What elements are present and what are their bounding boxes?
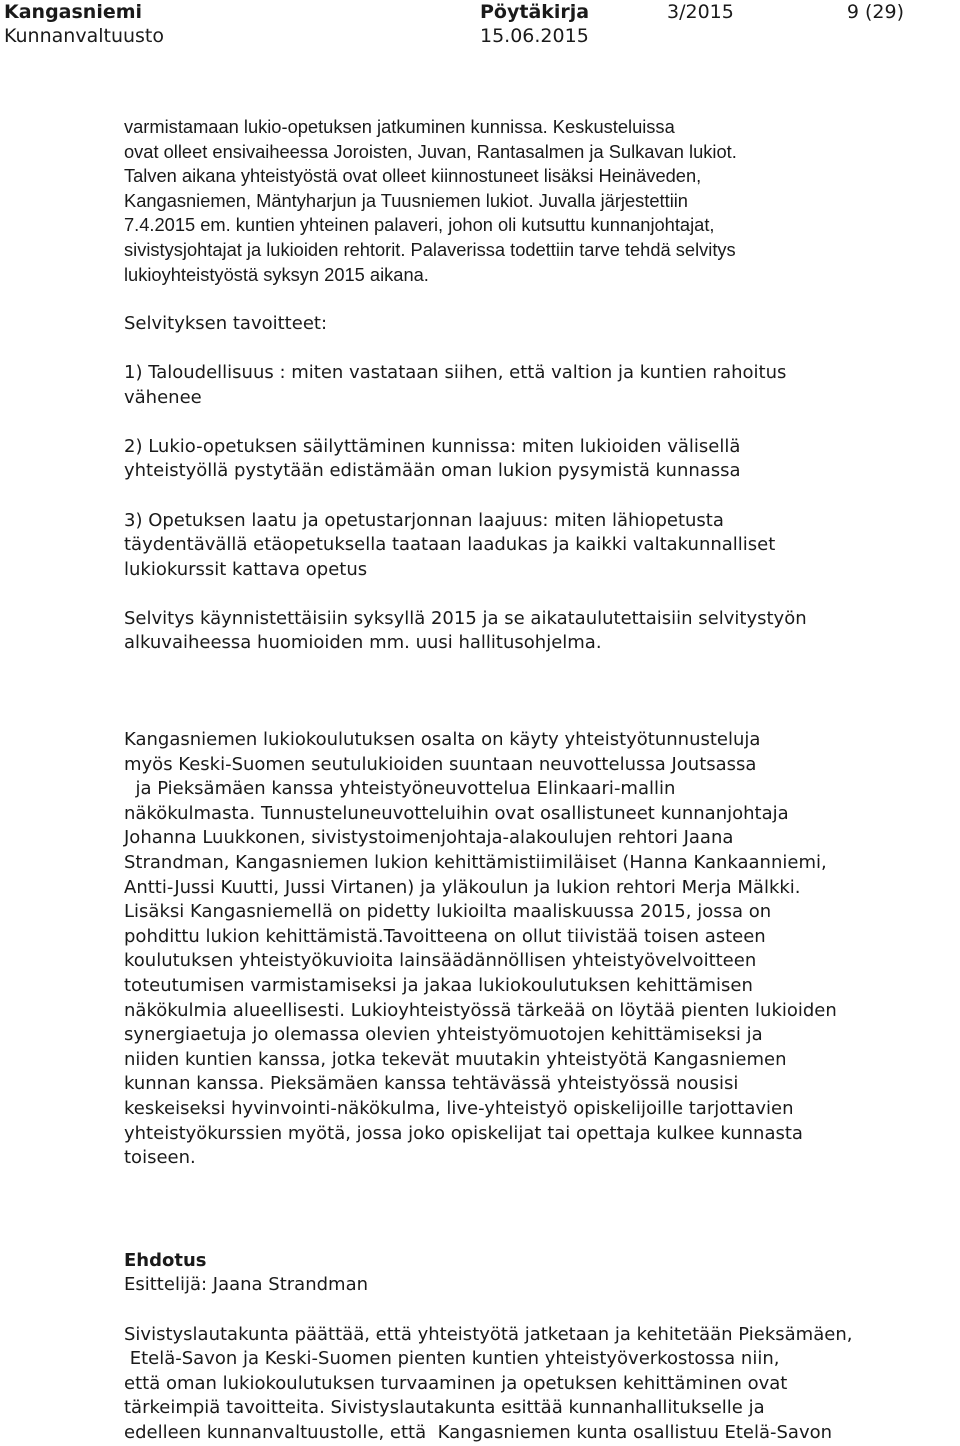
- text-line: niiden kuntien kanssa, jotka tekevät muutakin yhteistyötä Kangasniemen: [124, 1048, 787, 1070]
- text-line: näkökulmia alueellisesti. Lukioyhteistyössä tärkeää on löytää pienten lukioiden: [124, 999, 837, 1021]
- text-line: keskeiseksi hyvinvointi-näkökulma, live-yhteistyö opiskelijoille tarjottavien: [124, 1097, 794, 1119]
- text-line: myös Keski-Suomen seutulukioiden suuntaan neuvottelussa Joutsassa: [124, 753, 757, 775]
- text-line: että oman lukiokoulutuksen turvaaminen ja opetuksen kehittäminen ovat: [124, 1372, 788, 1394]
- text-line: Antti-Jussi Kuutti, Jussi Virtanen) ja yläkoulun ja lukion rehtori Merja Mälkki.: [124, 876, 801, 898]
- text-line: Selvitys käynnistettäisiin syksyllä 2015 ja se aikataulutettaisiin selvitystyön: [124, 607, 807, 629]
- text-line: näkökulmasta. Tunnusteluneuvotteluihin ovat osallistuneet kunnanjohtaja: [124, 802, 789, 824]
- text-line: toteutumisen varmistamiseksi ja jakaa lukiokoulutuksen kehittämisen: [124, 975, 753, 996]
- text-line: Kangasniemen, Mäntyharjun ja Tuusniemen lukiot. Juvalla järjestettiin: [124, 189, 688, 211]
- text-line: yhteistyöllä pystytään edistämään oman lukion pysymistä kunnassa: [124, 460, 741, 482]
- text-line: edelleen kunnanvaltuustolle, että Kangasniemen kunta osallistuu Etelä-Savon: [124, 1421, 833, 1443]
- text-line: Lisäksi Kangasniemellä on pidetty lukioilta maaliskuussa 2015, jossa on: [124, 901, 772, 923]
- page-header: [0, 0, 960, 50]
- text-line: alkuvaiheessa huomioiden mm. uusi hallitusohjelma.: [124, 632, 602, 654]
- document-number: 3/2015: [667, 1, 734, 23]
- body-name: Kunnanvaltuusto: [4, 25, 164, 47]
- goal-1: [124, 361, 924, 410]
- text-line: koulutuksen yhteistyökuvioita lainsäädännöllisen yhteistyövelvoitteen: [124, 950, 757, 972]
- text-line: Etelä-Savon ja Keski-Suomen pienten kuntien yhteistyöverkostossa niin,: [124, 1348, 780, 1370]
- document-type: Pöytäkirja: [480, 1, 590, 23]
- text-line: Johanna Luukkonen, sivistystoimenjohtaja-alakoulujen rehtori Jaana: [124, 827, 734, 849]
- background-paragraph: [124, 728, 924, 1171]
- text-line: pohdittu lukion kehittämistä.Tavoitteena on ollut tiivistää toisen asteen: [124, 925, 766, 947]
- text-line: toiseen.: [124, 1147, 196, 1169]
- text-line: 2) Lukio-opetuksen säilyttäminen kunnissa: miten lukioiden välisellä: [124, 435, 741, 457]
- schedule-paragraph: [124, 607, 924, 656]
- text-line: Kangasniemen lukiokoulutuksen osalta on käyty yhteistyötunnusteluja: [124, 729, 761, 751]
- text-line: 3) Opetuksen laatu ja opetustarjonnan laajuus: miten lähiopetusta: [124, 509, 724, 531]
- text-line: vähenee: [124, 386, 202, 408]
- text-line: lukiokurssit kattava opetus: [124, 558, 368, 580]
- goal-2: [124, 435, 924, 484]
- text-line: varmistamaan lukio-opetuksen jatkuminen kunnissa. Keskusteluissa: [124, 116, 675, 137]
- intro-paragraph: [124, 115, 924, 287]
- goals-heading: Selvityksen tavoitteet:: [124, 312, 328, 334]
- proposal-paragraph: [124, 1323, 924, 1446]
- text-line: ovat olleet ensivaiheessa Joroisten, Juvan, Rantasalmen ja Sulkavan lukiot.: [124, 140, 737, 162]
- text-line: lukioyhteistyöstä syksyn 2015 aikana.: [124, 263, 429, 285]
- text-line: sivistysjohtajat ja lukioiden rehtorit. Palaverissa todettiin tarve tehdä selvitys: [124, 238, 736, 260]
- municipality-name: Kangasniemi: [4, 1, 143, 23]
- text-line: 1) Taloudellisuus : miten vastataan siihen, että valtion ja kuntien rahoitus: [124, 361, 787, 383]
- meeting-date: 15.06.2015: [480, 25, 589, 47]
- proposal-presenter: Esittelijä: Jaana Strandman: [124, 1274, 369, 1296]
- text-line: tärkeimpiä tavoitteita. Sivistyslautakunta esittää kunnanhallitukselle ja: [124, 1397, 765, 1419]
- text-line: täydentävällä etäopetuksella taataan laadukas ja kaikki valtakunnalliset: [124, 534, 776, 556]
- page-number: 9 (29): [846, 1, 904, 23]
- document-body: [124, 115, 924, 1446]
- text-line: Talven aikana yhteistyöstä ovat olleet kiinnostuneet lisäksi Heinäveden,: [124, 165, 702, 187]
- goal-3: [124, 509, 924, 583]
- text-line: Strandman, Kangasniemen lukion kehittämistiimiläiset (Hanna Kankaanniemi,: [124, 852, 827, 874]
- proposal-heading: Ehdotus: [124, 1249, 207, 1271]
- text-line: 7.4.2015 em. kuntien yhteinen palaveri, johon oli kutsuttu kunnanjohtajat,: [124, 214, 715, 236]
- text-line: kunnan kanssa. Pieksämäen kanssa tehtävässä yhteistyössä nousisi: [124, 1073, 739, 1095]
- text-line: yhteistyökurssien myötä, jossa joko opiskelijat tai opettaja kulkee kunnasta: [124, 1122, 803, 1144]
- text-line: ja Pieksämäen kanssa yhteistyöneuvottelua Elinkaari-mallin: [124, 778, 676, 800]
- text-line: synergiaetuja jo olemassa olevien yhteistyömuotojen kehittämiseksi ja: [124, 1024, 763, 1046]
- text-line: Sivistyslautakunta päättää, että yhteistyötä jatketaan ja kehitetään Pieksämäen,: [124, 1323, 853, 1345]
